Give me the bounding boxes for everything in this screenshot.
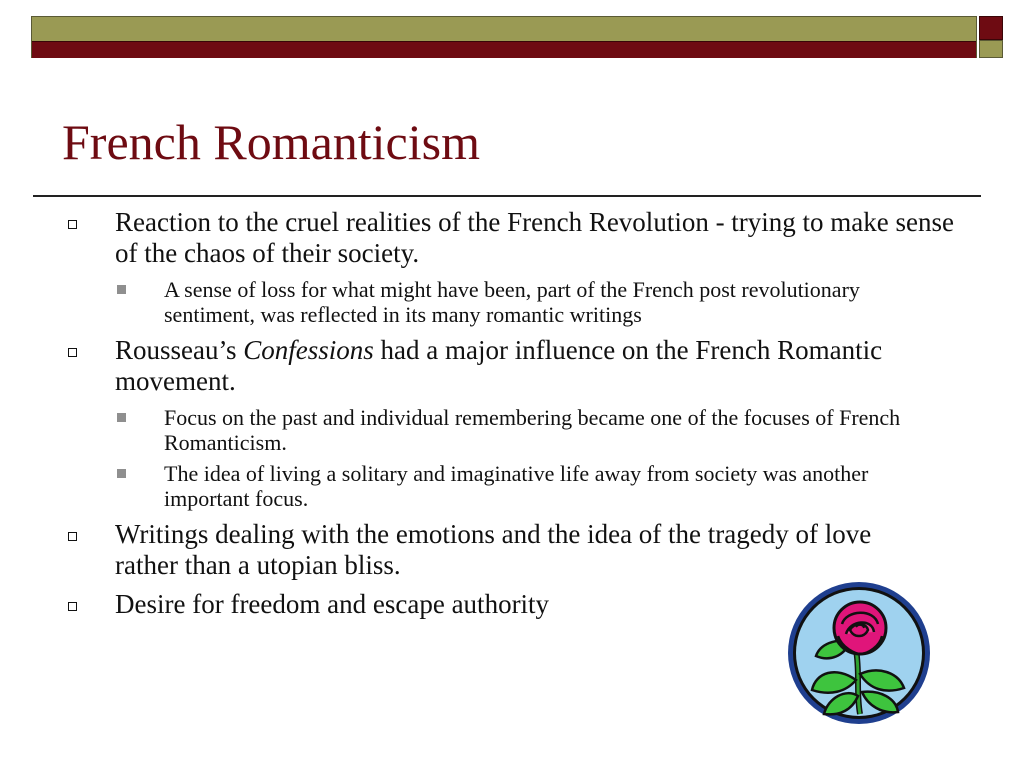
bullet-text: Reaction to the cruel realities of the French Revolution - trying to make sense of the chaos of their society. bbox=[115, 207, 955, 268]
hollow-square-bullet-icon bbox=[68, 532, 77, 541]
list-item bbox=[60, 519, 875, 581]
hollow-square-bullet-icon bbox=[68, 220, 77, 229]
sub-list-item bbox=[60, 277, 954, 327]
sub-bullet-text: A sense of loss for what might have been, part of the French post revolutionary sentiment, was reflected in its many romantic writings bbox=[164, 277, 860, 327]
header-maroon-stripe bbox=[32, 41, 976, 58]
bullet-text: Writings dealing with the emotions and the idea of the tragedy of love rather than a utopian bliss. bbox=[115, 519, 872, 580]
bullet-group-1 bbox=[60, 207, 960, 327]
title-divider bbox=[33, 195, 981, 197]
book-title: Confessions bbox=[243, 335, 374, 365]
slide-title: French Romanticism bbox=[62, 114, 480, 170]
bullet-text-part: had a major influence on the French Romantic movement. bbox=[115, 335, 883, 396]
bullet-group-3 bbox=[60, 519, 960, 581]
sub-list-item bbox=[60, 461, 954, 511]
bullet-text-part: Rousseau’s bbox=[115, 335, 244, 365]
hollow-square-bullet-icon bbox=[68, 602, 77, 611]
bullet-group-2 bbox=[60, 335, 960, 511]
filled-square-bullet-icon bbox=[117, 413, 126, 422]
header-olive-stripe bbox=[32, 17, 976, 41]
header-decorative-bar bbox=[31, 16, 977, 58]
bullet-text: Desire for freedom and escape authority bbox=[115, 589, 550, 619]
list-item bbox=[60, 335, 960, 397]
filled-square-bullet-icon bbox=[117, 469, 126, 478]
filled-square-bullet-icon bbox=[117, 285, 126, 294]
sub-list-item bbox=[60, 405, 954, 455]
corner-maroon-square bbox=[979, 16, 1003, 40]
corner-olive-square bbox=[979, 40, 1003, 58]
stained-glass-rose-icon bbox=[786, 580, 932, 726]
sub-bullet-text: The idea of living a solitary and imaginative life away from society was another important focus. bbox=[164, 461, 869, 511]
hollow-square-bullet-icon bbox=[68, 348, 77, 357]
list-item bbox=[60, 207, 960, 269]
sub-bullet-text: Focus on the past and individual remembering became one of the focuses of French Romanticism. bbox=[164, 405, 901, 455]
bullet-list bbox=[60, 207, 960, 628]
